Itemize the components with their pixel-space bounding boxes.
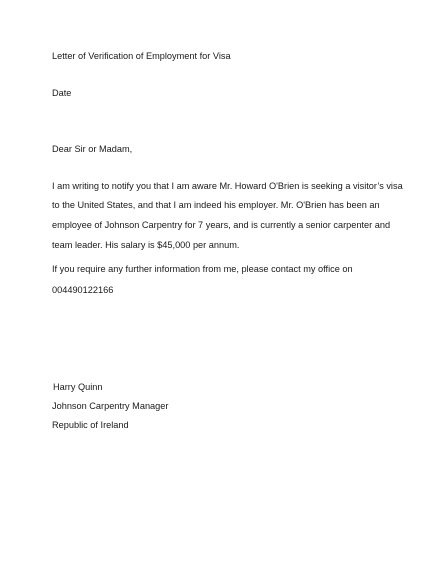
signatory-position: Johnson Carpentry Manager [52,401,169,411]
salutation: Dear Sir or Madam, [52,144,133,154]
body-line: to the United States, and that I am indeed his employer. Mr. O'Brien has been an [52,200,380,210]
signatory-location: Republic of Ireland [52,420,129,430]
letter-title: Letter of Verification of Employment for Visa [52,51,231,61]
body-line: team leader. His salary is $45,000 per annum. [52,240,240,250]
body-line: employee of Johnson Carpentry for 7 years, and is currently a senior carpenter and [52,220,391,230]
signatory-name: Harry Quinn [53,382,103,392]
date-label: Date [52,88,72,98]
body-line: I am writing to notify you that I am aware Mr. Howard O'Brien is seeking a visitor’s visa [52,181,403,191]
office-phone: 004490122166 [52,285,114,295]
contact-line: If you require any further information from me, please contact my office on [52,264,353,274]
